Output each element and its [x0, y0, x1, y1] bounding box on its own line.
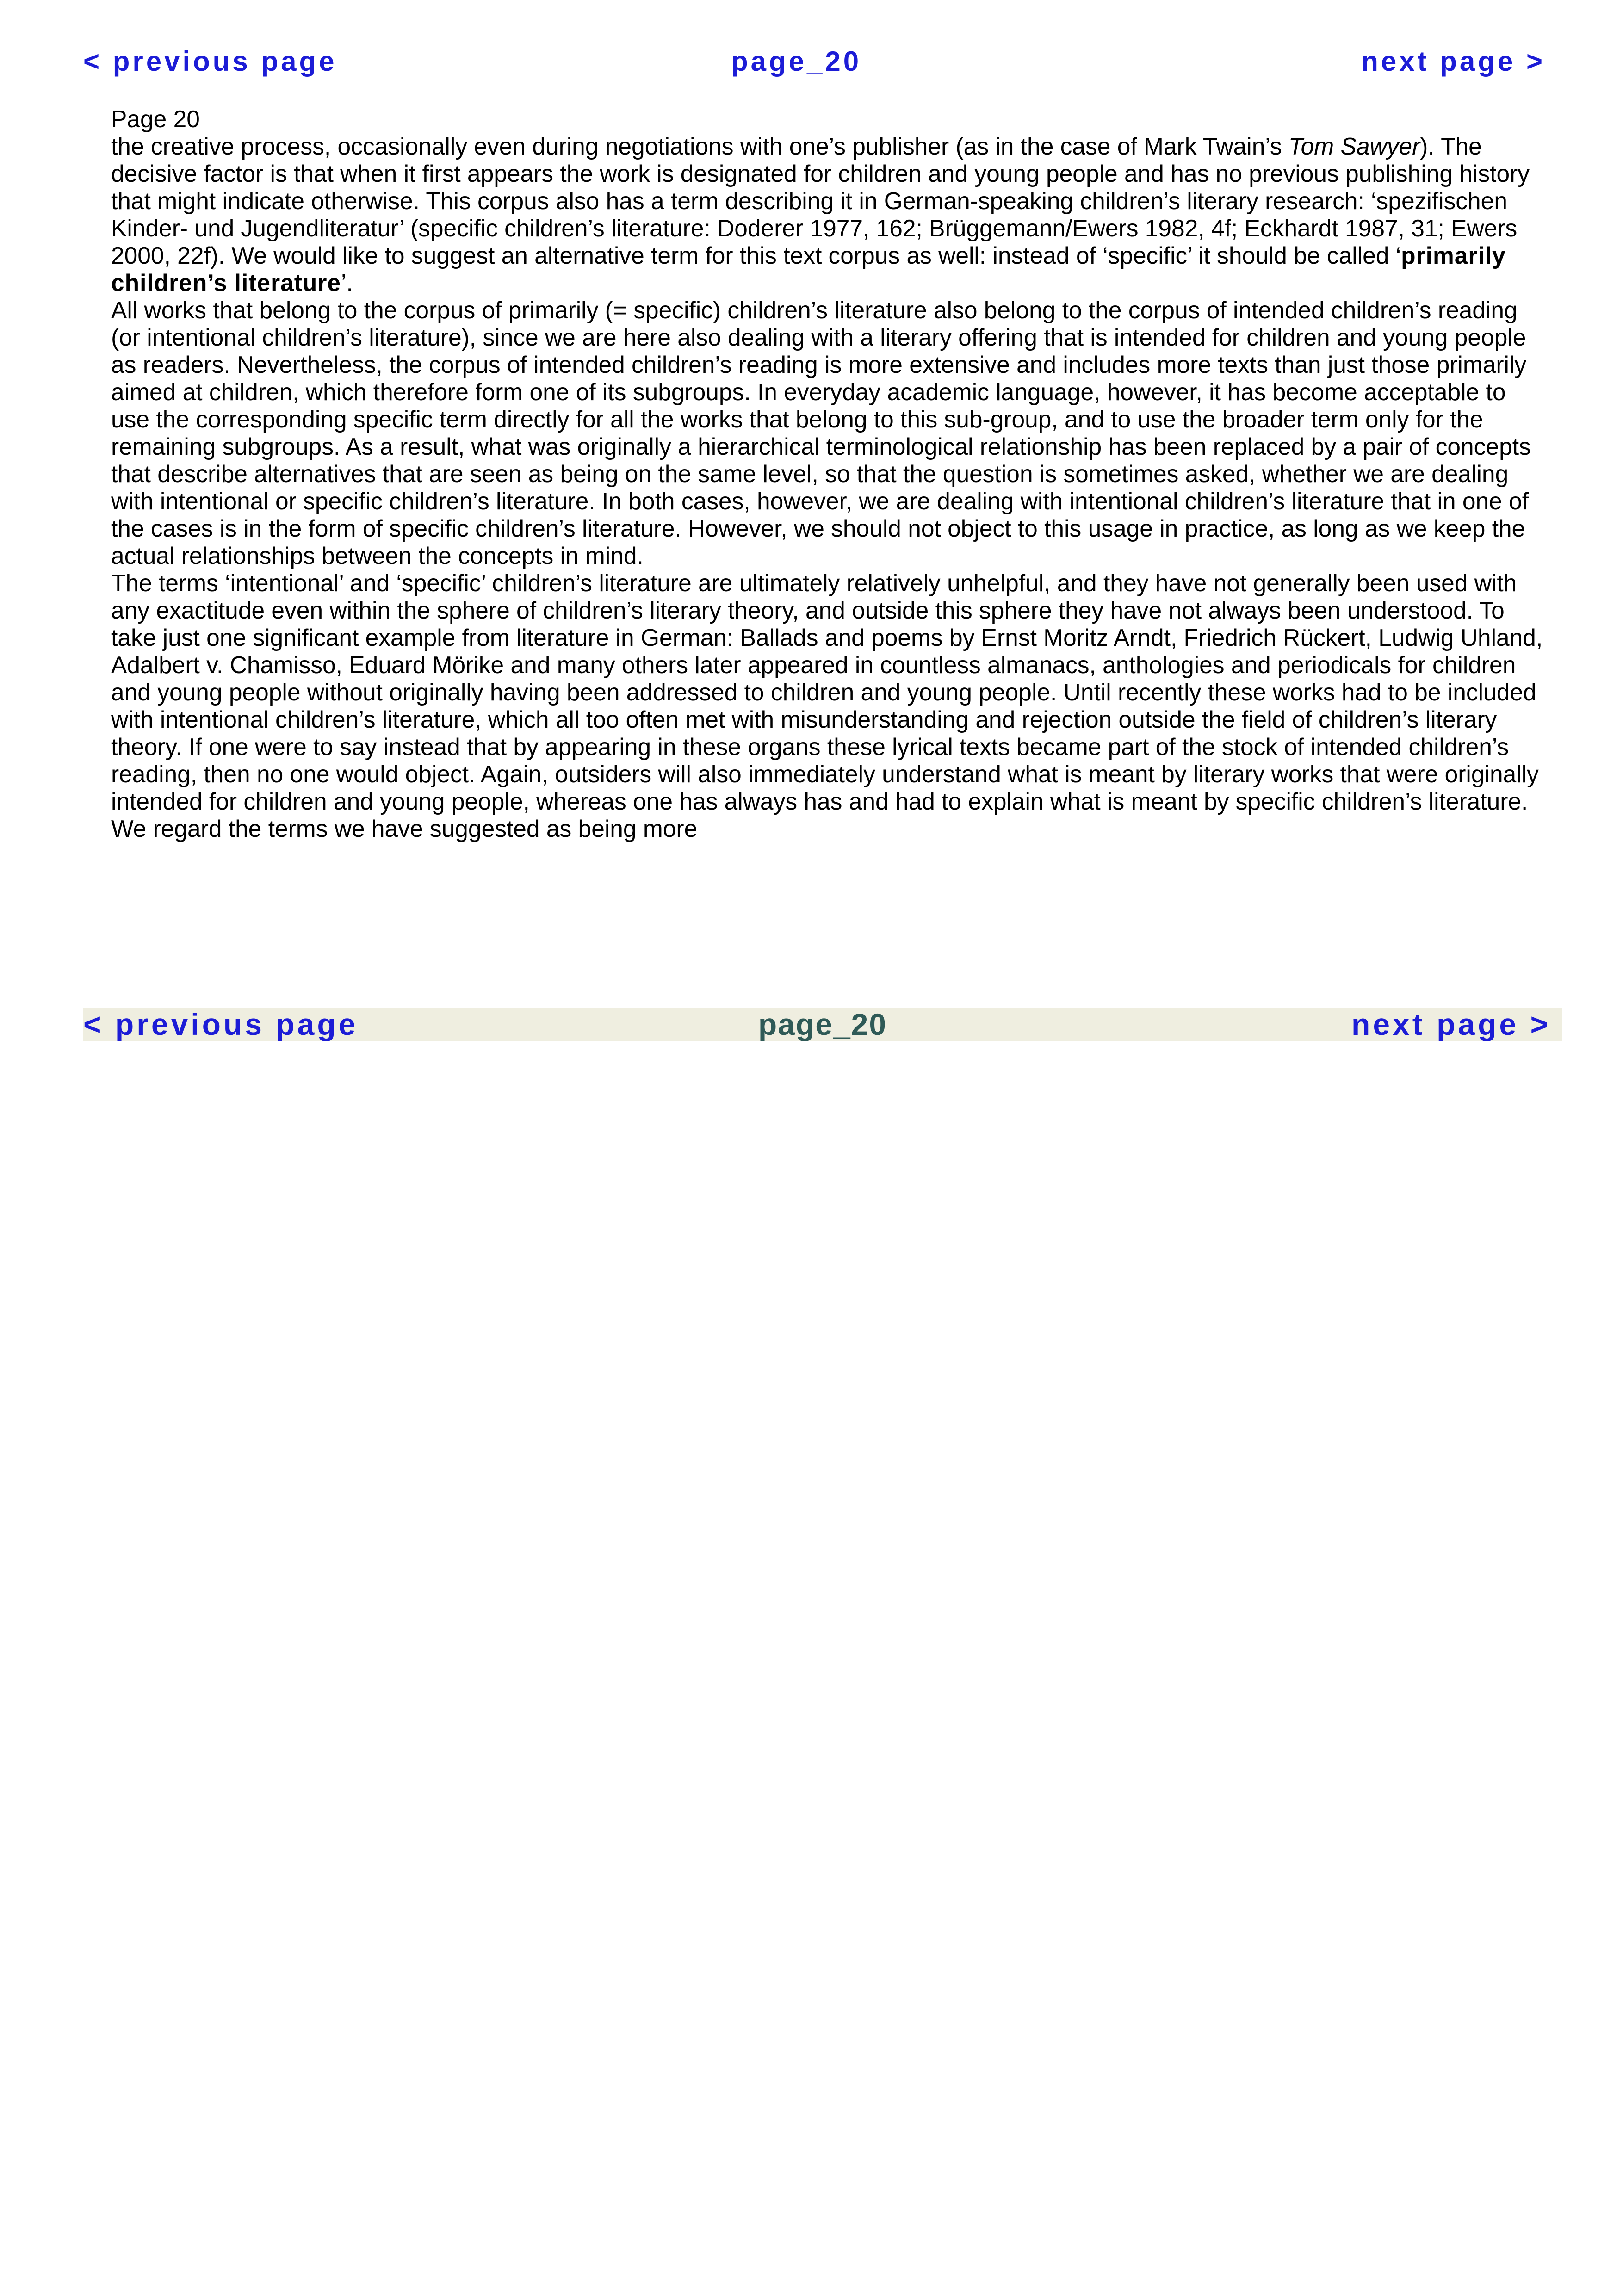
primarily-childrens-literature-term: primarily children’s literature [111, 242, 1506, 296]
paragraph-1 [111, 133, 1545, 297]
top-nav-center-cropped: page_20 [731, 46, 862, 77]
paragraph-1-text-b: ). The decisive factor is that when it first appears the work is designated for children and young people and has no previous publishing history that might indicate otherwise. This corpus also has a term describing it in German-speaking children’s literary research: ‘spezifischen Kinder- und Jugendliteratur’ (specific children’s literature: Doderer 1977, 162; Brüggemann/Ewers 1982, 4f; Eckhardt 1987, 31; Ewers 2000, 22f). We would like to suggest an alternative term for this text corpus as well: instead of ‘specific’ it should be called ‘ [111, 133, 1530, 269]
next-page-link[interactable]: next page > [1351, 1007, 1551, 1041]
book-title-tom-sawyer: Tom Sawyer [1288, 133, 1420, 160]
top-nav-prev-cropped[interactable]: < previous page [83, 46, 337, 77]
page-number-label: Page 20 [111, 105, 200, 132]
page-content [111, 105, 1545, 842]
current-page-label: page_20 [758, 1007, 887, 1041]
top-nav-next-cropped[interactable]: next page > [1361, 46, 1545, 77]
paragraph-1-text-c: ’. [341, 269, 353, 296]
paragraph-2: All works that belong to the corpus of primarily (= specific) children’s literature also belong to the corpus of intended children’s reading (or intentional children’s literature), since we are here also dealing with a literary offering that is intended for children and young people as readers. Nevertheless, the corpus of intended children’s reading is more extensive and includes more texts than just those primarily aimed at children, which therefore form one of its subgroups. In everyday academic language, however, it has become acceptable to use the corresponding specific term directly for all the works that belong to this sub-group, and to use the broader term only for the remaining subgroups. As a result, what was originally a hierarchical terminological relationship has been replaced by a pair of concepts that describe alternatives that are seen as being on the same level, so that the question is sometimes asked, whether we are dealing with intentional or specific children’s literature. In both cases, however, we are dealing with intentional children’s literature that in one of the cases is in the form of specific children’s literature. However, we should not object to this usage in practice, as long as we keep the actual relationships between the concepts in mind. [111, 297, 1531, 569]
paragraph-1-text-a: the creative process, occasionally even during negotiations with one’s publisher (as in the case of Mark Twain’s [111, 133, 1288, 160]
previous-page-link[interactable]: < previous page [83, 1007, 359, 1041]
page-navigation-bar [83, 1008, 1562, 1041]
top-nav-remnant [83, 46, 1545, 78]
paragraph-3: The terms ‘intentional’ and ‘specific’ children’s literature are ultimately relatively unhelpful, and they have not generally been used with any exactitude even within the sphere of children’s literary theory, and outside this sphere they have not always been understood. To take just one significant example from literature in German: Ballads and poems by Ernst Moritz Arndt, Friedrich Rückert, Ludwig Uhland, Adalbert v. Chamisso, Eduard Mörike and many others later appeared in countless almanacs, anthologies and periodicals for children and young people without originally having been addressed to children and young people. Until recently these works had to be included with intentional children’s literature, which all too often met with misunderstanding and rejection outside the field of children’s literary theory. If one were to say instead that by appearing in these organs these lyrical texts became part of the stock of intended children’s reading, then no one would object. Again, outsiders will also immediately understand what is meant by literary works that were originally intended for children and young people, whereas one has always has and had to explain what is meant by specific children’s literature. We regard the terms we have suggested as being more [111, 569, 1543, 842]
